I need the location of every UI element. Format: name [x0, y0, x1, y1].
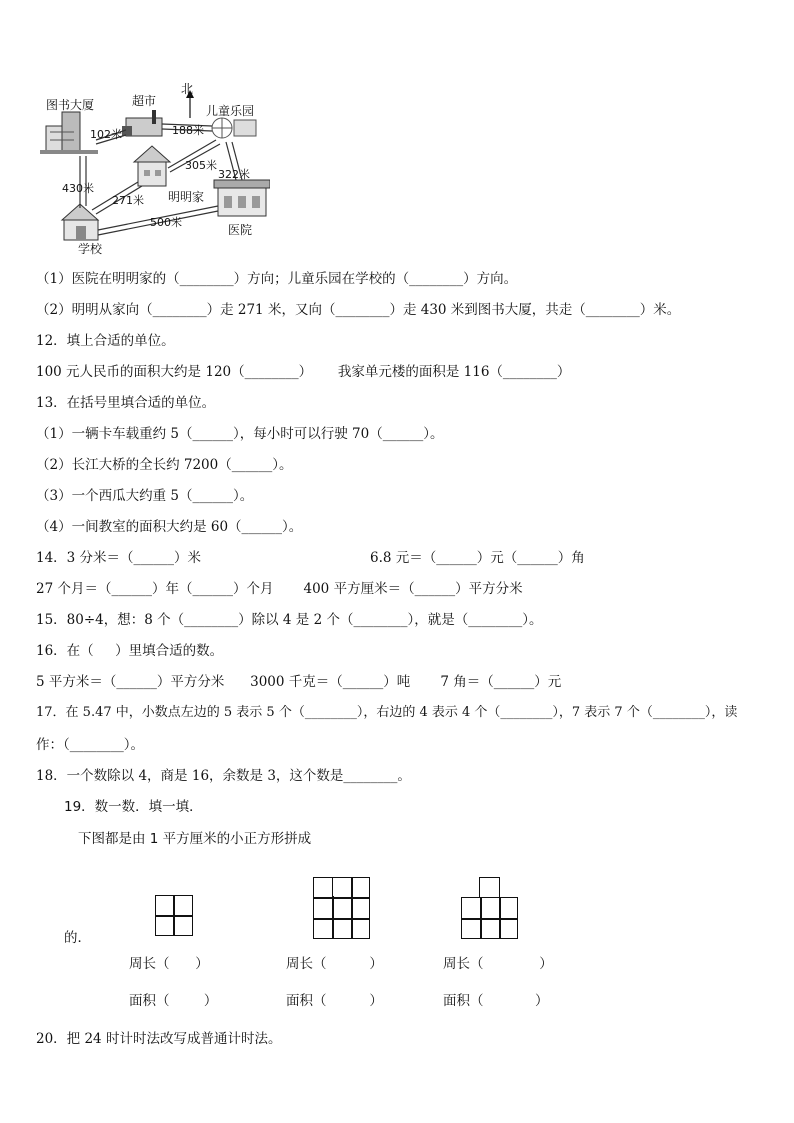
q19-intro-end: 的． — [64, 930, 91, 946]
library-label: 图书大厦 — [46, 98, 95, 112]
q15-line: 15．80÷4，想：8 个（________）除以 4 是 2 个（________），就是（________）。 — [36, 612, 543, 628]
perimeter-label-1: 周长（ ） — [129, 956, 209, 972]
q13-part1: （1）一辆卡车载重约 5（______），每小时可以行驶 70（______）。 — [36, 426, 444, 442]
q19-intro: 下图都是由 1 平方厘米的小正方形拼成 — [78, 831, 312, 847]
north-label: 北 — [181, 82, 194, 96]
supermarket-building-icon — [122, 110, 162, 136]
park-icon — [212, 118, 256, 138]
park-label: 儿童乐园 — [206, 104, 255, 118]
distance-supermarket-park: 188米 — [172, 124, 204, 137]
distance-school-hospital: 500米 — [150, 216, 182, 229]
distance-school-home: 271米 — [112, 194, 144, 207]
q17-line1: 17．在 5.47 中，小数点左边的 5 表示 5 个（________），右边的 4 表示 4 个（________），7 表示 7 个（________），读 — [36, 705, 738, 720]
home-building-icon — [134, 146, 170, 186]
school-label: 学校 — [78, 242, 103, 256]
q13-heading: 13．在括号里填合适的单位。 — [36, 395, 216, 411]
home-label: 明明家 — [168, 190, 205, 204]
q12-line: 100 元人民币的面积大约是 120（________） 我家单元楼的面积是 116（________） — [36, 364, 571, 380]
q13-part3: （3）一个西瓜大约重 5（______）。 — [36, 488, 254, 504]
area-label-3: 面积（ ） — [443, 993, 549, 1009]
hospital-building-icon — [214, 180, 270, 216]
area-label-1: 面积（ ） — [129, 993, 218, 1009]
perimeter-label-2: 周长（ ） — [286, 956, 383, 972]
distance-library-school: 430米 — [62, 182, 94, 195]
q16-heading: 16．在（ ）里填合适的数。 — [36, 643, 224, 659]
q11-part2: （2）明明从家向（________）走 271 米，又向（________）走 430 米到图书大厦，共走（________）米。 — [36, 302, 681, 318]
distance-park-hospital: 322米 — [218, 168, 250, 181]
q17-line2: 作：（________）。 — [36, 737, 144, 753]
area-label-2: 面积（ ） — [286, 993, 383, 1009]
distance-library-supermarket: 102米 — [90, 128, 122, 141]
perimeter-label-3: 周长（ ） — [443, 956, 553, 972]
q19-heading: 19．数一数．填一填． — [64, 799, 203, 815]
q12-heading: 12．填上合适的单位。 — [36, 333, 175, 349]
q20-heading: 20．把 24 时计时法改写成普通计时法。 — [36, 1031, 282, 1047]
q14-line2: 27 个月＝（______）年（______）个月 400 平方厘米＝（______）平方分米 — [36, 581, 523, 597]
q16-line: 5 平方米＝（______）平方分米 3000 千克＝（______）吨 7 角＝（______）元 — [36, 674, 562, 690]
q14-line1-left: 14．3 分米＝（______）米 — [36, 550, 202, 566]
q11-part1: （1）医院在明明家的（________）方向；儿童乐园在学校的（________）方向。 — [36, 271, 518, 287]
supermarket-label: 超市 — [132, 94, 157, 108]
q18-line: 18．一个数除以 4，商是 16，余数是 3，这个数是________。 — [36, 768, 411, 784]
q13-part2: （2）长江大桥的全长约 7200（______）。 — [36, 457, 293, 473]
q14-line1-right: 6.8 元＝（______）元（______）角 — [370, 550, 585, 566]
distance-home-park: 305米 — [185, 159, 217, 172]
q13-part4: （4）一间教室的面积大约是 60（______）。 — [36, 519, 303, 535]
hospital-label: 医院 — [228, 223, 253, 237]
